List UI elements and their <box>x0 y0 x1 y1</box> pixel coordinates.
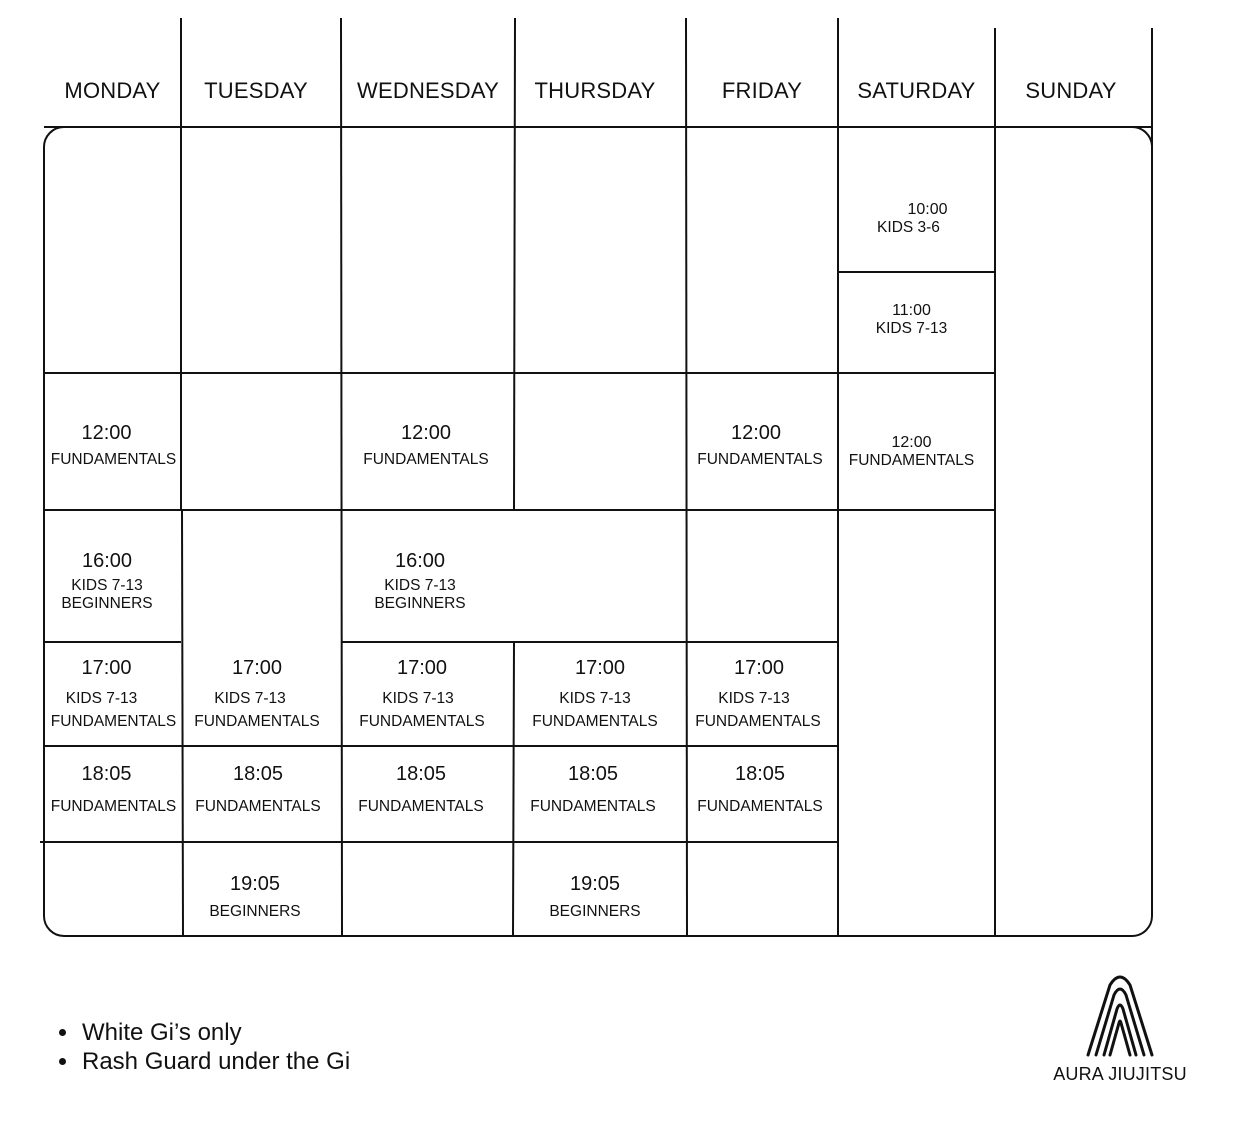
class-label: BEGINNERS <box>61 595 153 612</box>
class-label: KIDS 7-13 <box>65 690 138 707</box>
class-slot <box>44 421 181 469</box>
day-header-monday: MONDAY <box>64 78 161 103</box>
class-time: 12:00 <box>400 422 452 444</box>
class-label: BEGINNERS <box>209 903 301 920</box>
rule-item: • White Gi’s only <box>80 1018 350 1047</box>
class-label: FUNDAMENTALS <box>532 713 658 730</box>
class-label: BEGINNERS <box>549 903 641 920</box>
class-time: 18:05 <box>734 763 786 785</box>
class-slot <box>342 762 500 816</box>
class-time: 17:00 <box>231 657 283 679</box>
class-label: FUNDAMENTALS <box>697 451 823 468</box>
class-label: FUNDAMENTALS <box>848 452 975 469</box>
class-slot <box>341 549 499 613</box>
class-slot <box>183 762 333 816</box>
class-label: FUNDAMENTALS <box>50 713 177 730</box>
class-label: FUNDAMENTALS <box>359 713 485 730</box>
class-time: 19:05 <box>569 873 621 895</box>
class-label: FUNDAMENTALS <box>697 798 823 815</box>
class-label: KIDS 3-6 <box>877 219 940 236</box>
class-time: 18:05 <box>81 763 132 785</box>
brand-name: AURA JIUJITSU <box>1053 1064 1187 1084</box>
class-time: 10:00 <box>907 201 948 218</box>
class-slot <box>838 201 995 237</box>
class-slot <box>44 762 181 816</box>
class-time: 18:05 <box>395 763 447 785</box>
class-label: KIDS 7-13 <box>71 577 143 594</box>
class-slot <box>44 656 181 731</box>
class-label: KIDS 7-13 <box>559 690 631 707</box>
class-slot <box>687 656 829 731</box>
class-label: FUNDAMENTALS <box>363 451 489 468</box>
day-header-sunday: SUNDAY <box>1025 78 1117 103</box>
class-label: FUNDAMENTALS <box>530 798 656 815</box>
class-slot <box>838 302 985 338</box>
class-label: KIDS 7-13 <box>384 577 456 594</box>
class-time: 19:05 <box>229 873 281 895</box>
day-header-saturday: SATURDAY <box>857 78 976 103</box>
class-label: KIDS 7-13 <box>382 690 454 707</box>
class-time: 11:00 <box>892 302 931 319</box>
class-time: 17:00 <box>733 657 785 679</box>
class-slot <box>182 656 332 731</box>
class-time: 17:00 <box>396 657 448 679</box>
class-time: 12:00 <box>891 434 932 451</box>
class-label: FUNDAMENTALS <box>195 798 321 815</box>
class-slot <box>686 421 834 469</box>
aura-a-icon <box>1080 975 1160 1059</box>
class-time: 12:00 <box>81 422 132 444</box>
class-label: FUNDAMENTALS <box>695 713 821 730</box>
day-header-tuesday: TUESDAY <box>204 78 308 103</box>
class-slot <box>513 762 673 816</box>
class-slot <box>838 434 985 470</box>
class-time: 16:00 <box>394 550 446 572</box>
class-label: FUNDAMENTALS <box>50 798 177 815</box>
day-header-friday: FRIDAY <box>721 78 803 103</box>
class-time: 17:00 <box>81 657 132 679</box>
class-time: 18:05 <box>567 763 619 785</box>
class-slot <box>183 872 327 921</box>
class-slot <box>513 872 677 921</box>
brand-logo <box>1046 975 1194 1085</box>
class-label: FUNDAMENTALS <box>358 798 484 815</box>
class-slot <box>514 656 676 731</box>
day-header-wednesday: WEDNESDAY <box>357 78 499 103</box>
class-time: 17:00 <box>574 657 626 679</box>
class-slot <box>687 762 833 816</box>
class-label: FUNDAMENTALS <box>194 713 320 730</box>
class-label: FUNDAMENTALS <box>50 451 177 468</box>
class-time: 12:00 <box>730 422 782 444</box>
class-label: KIDS 7-13 <box>214 690 286 707</box>
class-time: 18:05 <box>232 763 284 785</box>
class-label: KIDS 7-13 <box>718 690 790 707</box>
class-time: 16:00 <box>81 550 133 572</box>
class-slot <box>341 421 511 469</box>
rule-item: • Rash Guard under the Gi <box>80 1047 350 1076</box>
rules-list <box>56 1018 350 1076</box>
class-label: BEGINNERS <box>374 595 466 612</box>
day-header-thursday: THURSDAY <box>534 78 656 103</box>
class-label: KIDS 7-13 <box>875 320 948 337</box>
class-slot <box>341 656 503 731</box>
class-slot <box>44 549 170 613</box>
